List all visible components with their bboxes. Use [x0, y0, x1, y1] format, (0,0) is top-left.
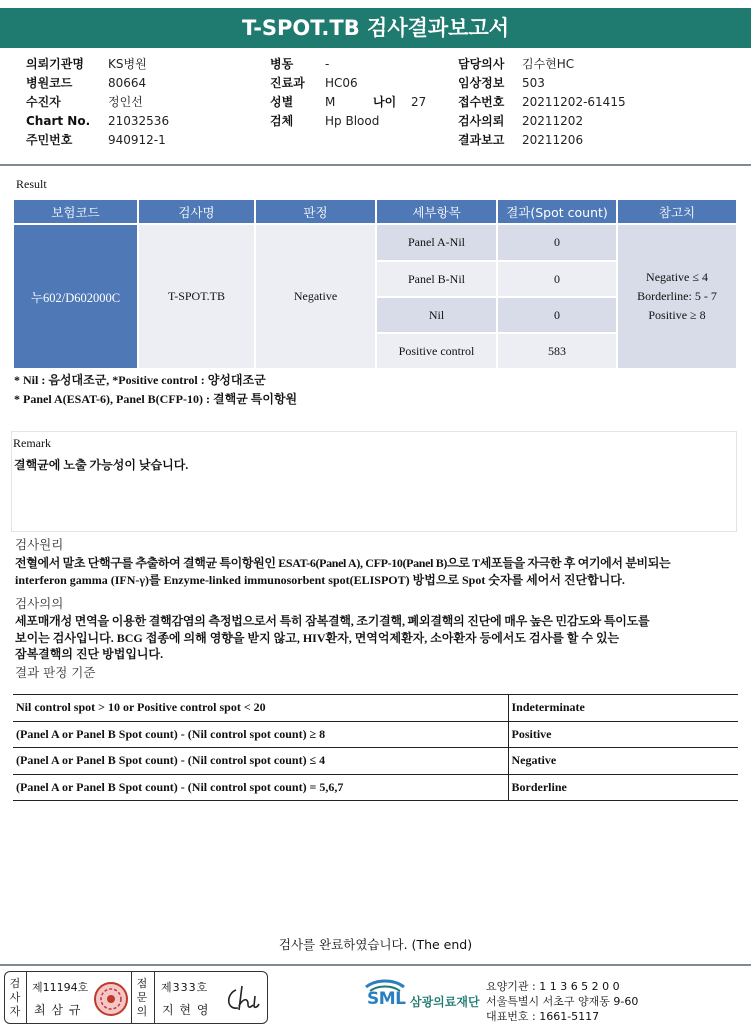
test-name: T-SPOT.TB	[139, 225, 254, 368]
value: 21032536	[108, 114, 170, 128]
criteria-result: Borderline	[508, 774, 738, 801]
value: 940912-1	[108, 133, 166, 147]
care-code: 요양기관 : 1 1 3 6 5 2 0 0	[486, 980, 620, 993]
label: 주민번호	[26, 133, 73, 147]
value: 20211206	[522, 133, 584, 147]
significance-line: 잠복결핵의 진단 방법입니다.	[15, 647, 164, 661]
sig-separator	[26, 971, 27, 1024]
header-col1	[26, 55, 169, 150]
label: 병동	[270, 57, 294, 71]
phone: 대표번호 : 1661-5117	[486, 1010, 600, 1023]
col-header: 결과(Spot count)	[498, 200, 616, 223]
label-char: 사	[9, 991, 21, 1004]
label: 결과보고	[458, 133, 505, 147]
label-char: 자	[9, 1005, 21, 1018]
judgment: Negative	[256, 225, 375, 368]
label: 임상정보	[458, 76, 505, 90]
result-label: Result	[16, 177, 47, 191]
reference-line: Negative ≤ 4	[646, 270, 708, 284]
criteria-table	[13, 694, 738, 801]
insurance-code: 누602/D602000C	[14, 225, 137, 368]
criteria-condition: Nil control spot > 10 or Positive control spot < 20	[13, 695, 508, 722]
item-name: Panel A-Nil	[377, 225, 496, 260]
value: M	[325, 95, 336, 109]
value: 정인선	[108, 95, 143, 109]
label-char: 의	[136, 1005, 148, 1018]
address: 서울특별시 서초구 양재동 9-60	[486, 995, 639, 1008]
reference-range	[618, 225, 736, 368]
result-header-row	[14, 200, 736, 223]
footer-divider	[0, 964, 751, 966]
col-header: 검사명	[139, 200, 254, 223]
inspector-name: 최 삼 규	[34, 1003, 82, 1017]
label-char: 점	[136, 977, 148, 990]
sig-separator	[154, 971, 155, 1024]
significance-heading: 검사의의	[15, 596, 64, 611]
label: 담당의사	[458, 57, 505, 71]
value: 80664	[108, 76, 147, 90]
logo-text: SML	[367, 989, 406, 1009]
criteria-condition: (Panel A or Panel B Spot count) - (Nil control spot count) ≥ 8	[13, 721, 508, 748]
significance-line: 보이는 검사입니다. BCG 접종에 의해 영향을 받지 않고, HIV환자, 면역억제환자, 소아환자 등에서도 검사를 할 수 있는	[15, 631, 620, 645]
col-header: 참고치	[618, 200, 736, 223]
remark-text: 결핵균에 노출 가능성이 낮습니다.	[14, 458, 189, 472]
label: 검체	[270, 114, 294, 128]
criteria-heading: 결과 판정 기준	[15, 665, 96, 680]
item-value: 0	[498, 262, 616, 296]
label-char: 문	[136, 991, 148, 1004]
value: 김수현HC	[522, 57, 575, 71]
end-text: 검사를 완료하였습니다. (The end)	[278, 937, 473, 952]
table-row	[13, 695, 738, 722]
age-label: 나이	[373, 95, 397, 109]
reviewer-vertical-label	[136, 977, 148, 1019]
item-value: 583	[498, 334, 616, 368]
col-header: 보험코드	[14, 200, 137, 223]
criteria-result: Negative	[508, 748, 738, 775]
item-name: Positive control	[377, 334, 496, 368]
organization-info	[486, 979, 638, 1024]
header-col3	[458, 55, 626, 150]
criteria-result: Indeterminate	[508, 695, 738, 722]
seal-stamp-icon	[93, 981, 129, 1017]
criteria-result: Positive	[508, 721, 738, 748]
header-col2	[270, 55, 426, 131]
remark-box	[11, 431, 737, 532]
principle-heading: 검사원리	[15, 537, 64, 552]
criteria-condition: (Panel A or Panel B Spot count) - (Nil control spot count) = 5,6,7	[13, 774, 508, 801]
label: 의뢰기관명	[26, 57, 84, 71]
label: 접수번호	[458, 95, 505, 109]
col-header: 세부항목	[377, 200, 496, 223]
organization-name: 삼광의료재단	[410, 995, 480, 1009]
result-table	[12, 198, 738, 370]
report-title: T-SPOT.TB 검사결과보고서	[0, 8, 751, 48]
header-divider	[0, 164, 751, 166]
value: -	[325, 57, 330, 71]
value: KS병원	[108, 57, 147, 71]
label: 수진자	[26, 95, 61, 109]
item-value: 0	[498, 225, 616, 260]
principle-line: interferon gamma (IFN-γ)를 Enzyme-linked immunosorbent spot(ELISPOT) 방법으로 Spot 숫자를 세어서 진단합니다.	[15, 573, 625, 587]
item-name: Panel B-Nil	[377, 262, 496, 296]
handwritten-signature-icon	[222, 982, 262, 1016]
table-row	[13, 721, 738, 748]
value: HC06	[325, 76, 358, 90]
sig-separator	[131, 971, 132, 1024]
item-value: 0	[498, 298, 616, 332]
label: 성별	[270, 95, 294, 109]
reviewer-name: 지 현 영	[162, 1003, 210, 1017]
label: Chart No.	[26, 114, 91, 128]
label: 검사의뢰	[458, 114, 505, 128]
principle-line: 전혈에서 말초 단핵구를 추출하여 결핵균 특이항원인 ESAT-6(Panel A), CFP-10(Panel B)으로 T세포들을 자극한 후 여기에서 분비되는	[15, 556, 671, 570]
remark-label: Remark	[13, 436, 51, 450]
label: 진료과	[270, 76, 305, 90]
col-header: 판정	[256, 200, 375, 223]
label-char: 검	[9, 977, 21, 990]
value: 20211202	[522, 114, 584, 128]
table-row	[13, 774, 738, 801]
item-name: Nil	[377, 298, 496, 332]
value: 503	[522, 76, 545, 90]
age-value: 27	[411, 95, 427, 109]
reference-line: Borderline: 5 - 7	[637, 289, 717, 303]
reference-line: Positive ≥ 8	[648, 308, 706, 322]
note-line: * Nil : 음성대조군, *Positive control : 양성대조군	[14, 373, 266, 387]
inspector-vertical-label	[9, 977, 21, 1019]
table-row	[13, 748, 738, 775]
table-row	[14, 225, 736, 260]
note-line: * Panel A(ESAT-6), Panel B(CFP-10) : 결핵균 특이항원	[14, 392, 298, 406]
criteria-condition: (Panel A or Panel B Spot count) - (Nil control spot count) ≤ 4	[13, 748, 508, 775]
value: 20211202-61415	[522, 95, 626, 109]
value: Hp Blood	[325, 114, 380, 128]
inspector-license: 제11194호	[32, 981, 89, 994]
label: 병원코드	[26, 76, 73, 90]
reviewer-license: 제333호	[161, 981, 209, 994]
significance-line: 세포매개성 면역을 이용한 결핵감염의 측정법으로서 특히 잠복결핵, 조기결핵, 폐외결핵의 진단에 매우 높은 민감도와 특이도를	[15, 614, 650, 628]
